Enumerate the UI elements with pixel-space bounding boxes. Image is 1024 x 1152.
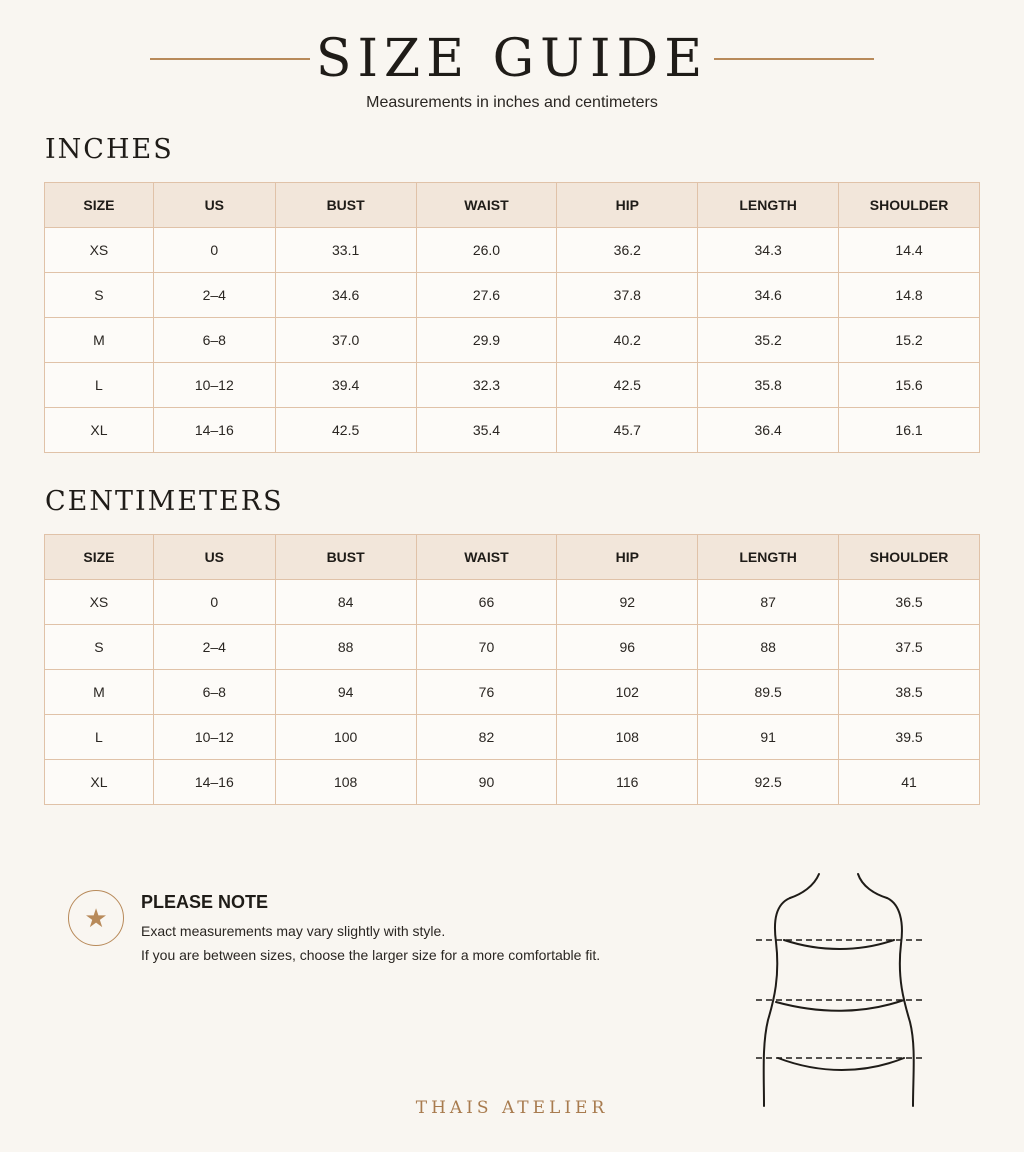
neck-left-line	[790, 874, 819, 898]
table-cell-size: L	[45, 363, 154, 408]
table-cell-waist: 35.4	[416, 408, 557, 453]
table-cell-bust: 94	[275, 670, 416, 715]
table-cell-shoulder: 41	[839, 760, 980, 805]
note-line-2: If you are between sizes, choose the larger size for a more comfortable fit.	[141, 947, 601, 963]
table-cell-hip: 42.5	[557, 363, 698, 408]
table-row	[45, 273, 980, 318]
table-cell-bust: 100	[275, 715, 416, 760]
table-cell-shoulder: 15.6	[839, 363, 980, 408]
table-cell-waist: 66	[416, 580, 557, 625]
table-cell-length: 36.4	[698, 408, 839, 453]
table-cell-size: M	[45, 670, 154, 715]
table-cell-waist: 29.9	[416, 318, 557, 363]
table-cell-bust: 42.5	[275, 408, 416, 453]
table-cell-us: 6–8	[153, 318, 275, 363]
column-header-shoulder: SHOULDER	[839, 535, 980, 580]
table-row	[45, 670, 980, 715]
table-cell-waist: 70	[416, 625, 557, 670]
table-cell-waist: 82	[416, 715, 557, 760]
table-cell-waist: 90	[416, 760, 557, 805]
table-cell-bust: 88	[275, 625, 416, 670]
size-table-inches	[44, 182, 980, 453]
table-cell-length: 35.2	[698, 318, 839, 363]
table-cell-waist: 76	[416, 670, 557, 715]
table-cell-us: 2–4	[153, 273, 275, 318]
column-header-bust: BUST	[275, 535, 416, 580]
table-cell-length: 92.5	[698, 760, 839, 805]
table-cell-shoulder: 39.5	[839, 715, 980, 760]
table-cell-shoulder: 38.5	[839, 670, 980, 715]
size-table-centimeters	[44, 534, 980, 805]
table-cell-shoulder: 15.2	[839, 318, 980, 363]
table-cell-hip: 96	[557, 625, 698, 670]
table-row	[45, 625, 980, 670]
title-rule-right	[714, 58, 874, 60]
table-cell-length: 34.3	[698, 228, 839, 273]
table-cell-length: 34.6	[698, 273, 839, 318]
table-cell-shoulder: 14.8	[839, 273, 980, 318]
table-cell-hip: 102	[557, 670, 698, 715]
waist-curve	[776, 1000, 904, 1011]
table-cell-hip: 108	[557, 715, 698, 760]
table-row	[45, 715, 980, 760]
table-cell-length: 35.8	[698, 363, 839, 408]
column-header-waist: WAIST	[416, 183, 557, 228]
column-header-length: LENGTH	[698, 183, 839, 228]
page-title: SIZE GUIDE	[315, 29, 709, 89]
table-cell-size: XL	[45, 760, 154, 805]
table-cell-waist: 27.6	[416, 273, 557, 318]
star-badge	[68, 890, 124, 946]
column-header-hip: HIP	[557, 535, 698, 580]
table-row	[45, 580, 980, 625]
table-cell-size: M	[45, 318, 154, 363]
table-cell-hip: 116	[557, 760, 698, 805]
note-title: PLEASE NOTE	[141, 892, 269, 912]
table-row	[45, 760, 980, 805]
table-row	[45, 318, 980, 363]
section-title-centimeters: CENTIMETERS	[45, 486, 284, 517]
column-header-size: SIZE	[45, 535, 154, 580]
table-cell-us: 10–12	[153, 363, 275, 408]
table-cell-size: L	[45, 715, 154, 760]
table-cell-us: 14–16	[153, 760, 275, 805]
hip-curve	[778, 1058, 904, 1070]
column-header-waist: WAIST	[416, 535, 557, 580]
table-cell-bust: 37.0	[275, 318, 416, 363]
table-cell-size: S	[45, 273, 154, 318]
table-cell-us: 0	[153, 228, 275, 273]
table-cell-hip: 92	[557, 580, 698, 625]
table-cell-hip: 37.8	[557, 273, 698, 318]
garment-measurement-illustration	[740, 860, 940, 1120]
table-cell-length: 91	[698, 715, 839, 760]
table-cell-bust: 84	[275, 580, 416, 625]
table-cell-shoulder: 16.1	[839, 408, 980, 453]
table-row	[45, 363, 980, 408]
brand-name: THAIS ATELIER	[415, 1098, 609, 1118]
table-cell-shoulder: 37.5	[839, 625, 980, 670]
table-cell-waist: 32.3	[416, 363, 557, 408]
bust-curve	[784, 940, 894, 949]
table-cell-hip: 45.7	[557, 408, 698, 453]
column-header-length: LENGTH	[698, 535, 839, 580]
table-cell-length: 89.5	[698, 670, 839, 715]
table-cell-shoulder: 36.5	[839, 580, 980, 625]
section-title-inches: INCHES	[45, 134, 174, 165]
table-cell-hip: 36.2	[557, 228, 698, 273]
table-header-row	[45, 183, 980, 228]
star-icon: ★	[84, 902, 108, 933]
column-header-shoulder: SHOULDER	[839, 183, 980, 228]
table-cell-size: S	[45, 625, 154, 670]
table-cell-hip: 40.2	[557, 318, 698, 363]
title-row	[0, 28, 1024, 90]
column-header-size: SIZE	[45, 183, 154, 228]
table-cell-bust: 33.1	[275, 228, 416, 273]
table-cell-bust: 34.6	[275, 273, 416, 318]
table-cell-us: 14–16	[153, 408, 275, 453]
table-cell-length: 87	[698, 580, 839, 625]
table-cell-waist: 26.0	[416, 228, 557, 273]
table-cell-us: 0	[153, 580, 275, 625]
table-row	[45, 408, 980, 453]
note-line-1: Exact measurements may vary slightly with style.	[141, 923, 446, 939]
table-cell-us: 6–8	[153, 670, 275, 715]
table-cell-bust: 39.4	[275, 363, 416, 408]
column-header-us: US	[153, 535, 275, 580]
page-subtitle: Measurements in inches and centimeters	[366, 94, 658, 111]
table-header-row	[45, 535, 980, 580]
table-cell-length: 88	[698, 625, 839, 670]
table-cell-shoulder: 14.4	[839, 228, 980, 273]
table-cell-us: 2–4	[153, 625, 275, 670]
column-header-bust: BUST	[275, 183, 416, 228]
table-row	[45, 228, 980, 273]
table-cell-us: 10–12	[153, 715, 275, 760]
neck-right-line	[858, 874, 887, 898]
table-cell-bust: 108	[275, 760, 416, 805]
column-header-hip: HIP	[557, 183, 698, 228]
table-cell-size: XS	[45, 228, 154, 273]
title-rule-left	[150, 58, 310, 60]
table-cell-size: XL	[45, 408, 154, 453]
table-cell-size: XS	[45, 580, 154, 625]
column-header-us: US	[153, 183, 275, 228]
